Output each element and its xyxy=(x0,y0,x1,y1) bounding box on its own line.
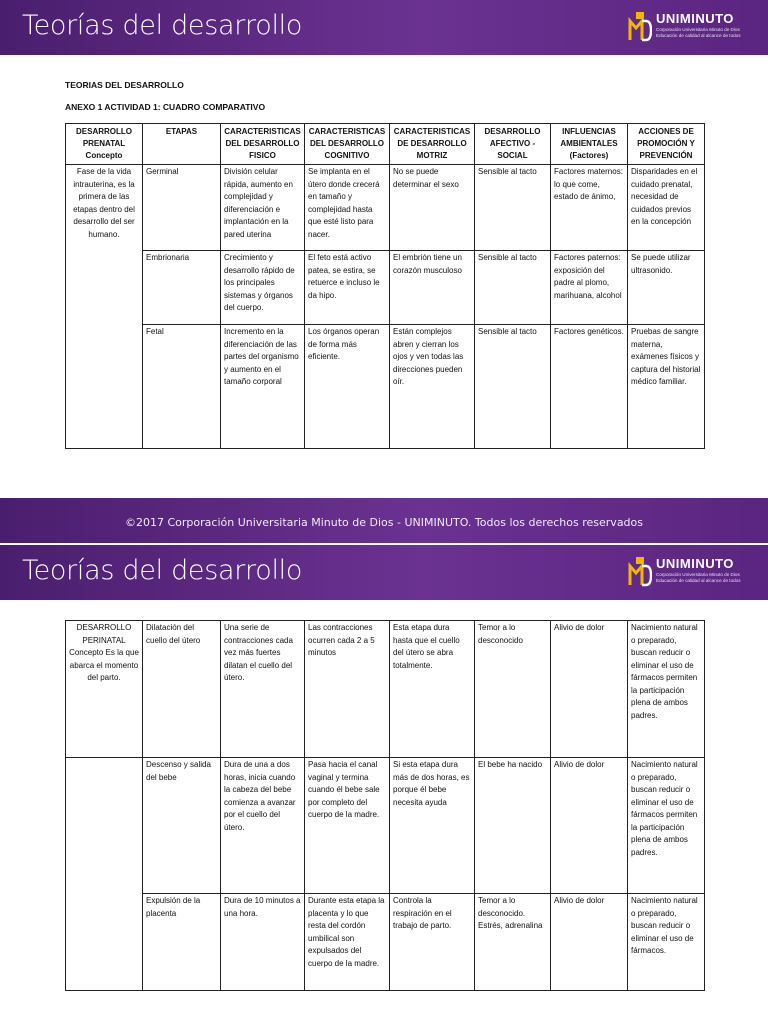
motriz-cell: Si esta etapa dura más de dos horas, es porque él bebe necesita ayuda xyxy=(390,758,475,894)
fisico-cell: Dura de 10 minutos a una hora. xyxy=(221,894,305,991)
motriz-cell: No se puede determinar el sexo xyxy=(390,165,475,251)
document-subheading: ANEXO 1 ACTIVIDAD 1: CUADRO COMPARATIVO xyxy=(65,102,266,112)
cognitivo-cell: Las contracciones ocurren cada 2 a 5 minutos xyxy=(305,621,390,758)
comparative-table-perinatal xyxy=(65,620,705,991)
table-row xyxy=(66,251,705,325)
logo-subtitle: Corporación Universitaria Minuto de Dios xyxy=(656,27,740,32)
cognitivo-cell: El feto está activo patea, se estira, se retuerce e incluso le da hipo. xyxy=(305,251,390,325)
motriz-cell: El embrión tiene un corazón musculoso xyxy=(390,251,475,325)
influencias-cell: Alivio de dolor xyxy=(551,758,628,894)
uniminuto-logo xyxy=(628,555,753,589)
header-banner xyxy=(0,545,768,600)
influencias-cell: Alivio de dolor xyxy=(551,894,628,991)
influencias-cell: Factores maternos: lo que come, estado de ánimo, xyxy=(551,165,628,251)
etapa-cell: Dilatación del cuello del útero xyxy=(143,621,221,758)
afectivo-cell: El bebe ha nacido xyxy=(475,758,551,894)
influencias-cell: Alivio de dolor xyxy=(551,621,628,758)
concept-cell: Fase de la vida intrauterina, es la primera de las etapas dentro del desarrollo del ser humano. xyxy=(66,165,143,449)
fisico-cell: Una serie de contracciones cada vez más fuertes dilatan el cuello del útero. xyxy=(221,621,305,758)
header-cell: DESARROLLO PRENATAL Concepto xyxy=(66,124,143,165)
etapa-cell: Expulsión de la placenta xyxy=(143,894,221,991)
motriz-cell: Controla la respiración en el trabajo de parto. xyxy=(390,894,475,991)
logo-slogan: Educación de calidad al alcance de todos xyxy=(656,33,741,38)
afectivo-cell: Sensible al tacto xyxy=(475,325,551,449)
header-cell: ACCIONES DE PROMOCIÓN Y PREVENCIÓN xyxy=(628,124,705,165)
influencias-cell: Factores genéticos. xyxy=(551,325,628,449)
header-cell: DESARROLLO AFECTIVO - SOCIAL xyxy=(475,124,551,165)
page-title: Teorías del desarrollo xyxy=(22,10,303,41)
cognitivo-cell: Durante esta etapa la placenta y lo que resta del cordón umbilical son expulsados del cuerpo de la madre. xyxy=(305,894,390,991)
table-row xyxy=(66,758,705,894)
concept-cell-empty xyxy=(66,758,143,991)
fisico-cell: Incremento en la diferenciación de las partes del organismo y aumento en el tamaño corporal xyxy=(221,325,305,449)
concept-cell: DESARROLLO PERINATAL Concepto Es la que abarca el momento del parto. xyxy=(66,621,143,758)
acciones-cell: Nacimiento natural o preparado, buscan reducir o eliminar el uso de fármacos permiten la participación plena de ambos padres. xyxy=(628,621,705,758)
cognitivo-cell: Se implanta en el útero donde crecerá en tamaño y complejidad hasta que esté listo para nacer. xyxy=(305,165,390,251)
header-cell: CARACTERISTICAS DE DESARROLLO MOTRIZ xyxy=(390,124,475,165)
table-row xyxy=(66,325,705,449)
motriz-cell: Están complejos abren y cierran los ojos y ven todas las direcciones pueden oír. xyxy=(390,325,475,449)
table-row xyxy=(66,894,705,991)
copyright-text: ©2017 Corporación Universitaria Minuto de Dios - UNIMINUTO. Todos los derechos reservados xyxy=(125,516,643,529)
etapa-cell: Fetal xyxy=(143,325,221,449)
document-heading: TEORIAS DEL DESARROLLO xyxy=(65,80,184,90)
logo-subtitle: Corporación Universitaria Minuto de Dios xyxy=(656,572,740,577)
uniminuto-logo xyxy=(628,10,753,44)
fisico-cell: División celular rápida, aumento en complejidad y diferenciación e implantación en la pared uterina xyxy=(221,165,305,251)
afectivo-cell: Temor a lo desconocido. Estrés, adrenalina xyxy=(475,894,551,991)
acciones-cell: Disparidades en el cuidado prenatal, necesidad de cuidados previos en la concepción xyxy=(628,165,705,251)
logo-name: UNIMINUTO xyxy=(656,556,734,571)
influencias-cell: Factores paternos: exposición del padre al plomo, marihuana, alcohol xyxy=(551,251,628,325)
header-cell: CARACTERISTICAS DEL DESARROLLO FISICO xyxy=(221,124,305,165)
table-header-row xyxy=(66,124,705,165)
afectivo-cell: Temor a lo desconocido xyxy=(475,621,551,758)
acciones-cell: Pruebas de sangre materna, exámenes físicos y captura del historial médico familiar. xyxy=(628,325,705,449)
header-cell: CARACTERISTICAS DEL DESARROLLO COGNITIVO xyxy=(305,124,390,165)
acciones-cell: Nacimiento natural o preparado, buscan reducir o eliminar el uso de fármacos. xyxy=(628,894,705,991)
fisico-cell: Dura de una a dos horas, inicia cuando la cabeza del bebe comienza a avanzar por el cuello del útero. xyxy=(221,758,305,894)
md-logo-icon xyxy=(628,12,652,42)
motriz-cell: Esta etapa dura hasta que el cuello del útero se abra totalmente. xyxy=(390,621,475,758)
etapa-cell: Descenso y salida del bebe xyxy=(143,758,221,894)
acciones-cell: Se puede utilizar ultrasonido. xyxy=(628,251,705,325)
table-row xyxy=(66,621,705,758)
cognitivo-cell: Los órganos operan de forma más eficiente. xyxy=(305,325,390,449)
etapa-cell: Germinal xyxy=(143,165,221,251)
table-row xyxy=(66,165,705,251)
etapa-cell: Embrionaria xyxy=(143,251,221,325)
afectivo-cell: Sensible al tacto xyxy=(475,165,551,251)
fisico-cell: Crecimiento y desarrollo rápido de los principales sistemas y órganos del cuerpo. xyxy=(221,251,305,325)
afectivo-cell: Sensible al tacto xyxy=(475,251,551,325)
logo-slogan: Educación de calidad al alcance de todos xyxy=(656,578,741,583)
header-cell: ETAPAS xyxy=(143,124,221,165)
page-title: Teorías del desarrollo xyxy=(22,555,303,586)
cognitivo-cell: Pasa hacia el canal vaginal y termina cuando él bebe sale por completo del cuerpo de la madre. xyxy=(305,758,390,894)
header-cell: INFLUENCIAS AMBIENTALES (Factores) xyxy=(551,124,628,165)
md-logo-icon xyxy=(628,557,652,587)
logo-name: UNIMINUTO xyxy=(656,11,734,26)
comparative-table-prenatal xyxy=(65,123,705,449)
header-banner xyxy=(0,0,768,55)
acciones-cell: Nacimiento natural o preparado, buscan reducir o eliminar el uso de fármacos permiten la participación plena de ambos padres. xyxy=(628,758,705,894)
